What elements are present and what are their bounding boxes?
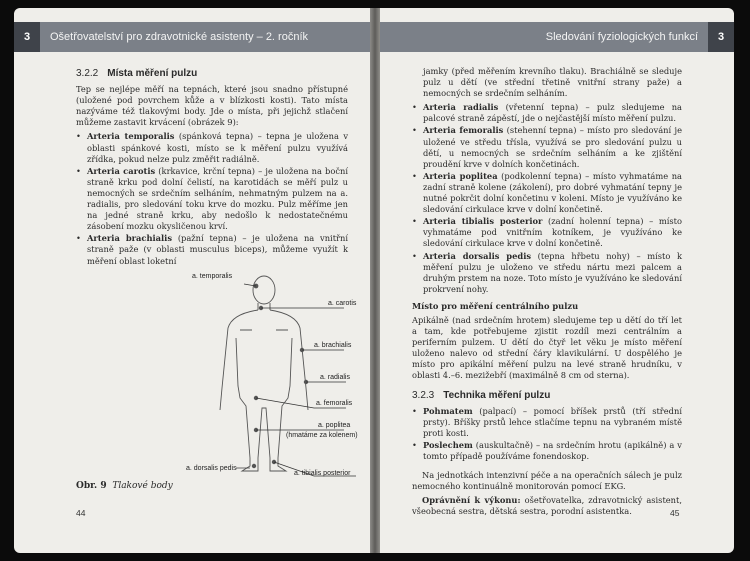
continuation-paragraph: jamky (před měřením krevního tlaku). Brachiálně se sleduje pulz u dětí (ve střední třetině vnitřní strany paže) a nemocných se srdečním selháním. <box>423 66 682 99</box>
page-number-left: 44 <box>76 508 86 518</box>
apical-paragraph: Apikálně (nad srdečním hrotem) sledujeme tep u dětí do tří let a tam, kde potřebujeme zjistit rozdíl mezi centrálním a periferním pulzem. U dětí do čtyř let věku je místo měření uloženo nalevo od střední čáry klavikulární. U dospělého je místo pro apikální měření pulzu na levé straně hrudníku, v oblasti 4.–6. mezižebří (maximálně 8 cm od sterna). <box>412 314 682 381</box>
label-temporalis: a. temporalis <box>192 273 233 280</box>
note-paragraph: Na jednotkách intenzivní péče a na operačních sálech je pulz nemocného kontinuálně monitorován pomocí EKG. <box>412 470 682 492</box>
label-poplitea-note: (hmatáme za kolenem) <box>286 432 358 439</box>
left-body-text <box>76 68 348 268</box>
label-tibialis-posterior: a. tibialis posterior <box>294 470 351 477</box>
pulse-sites-list <box>76 131 348 266</box>
left-running-header <box>14 22 370 52</box>
competence-paragraph: Oprávnění k výkonu: ošetřovatelka, zdravotnický asistent, všeobecná sestra, dětská sestra, porodní asistentka. <box>412 495 682 517</box>
section-heading: 3.2.2 Místa měření pulzu <box>76 68 198 79</box>
list-item: • Arteria carotis (krkavice, krční tepna) – je uložena na boční straně krku pod dolní čelistí, na karotidách se měří pulz u nemocných se srdečním selháním, nehmatným pulzem na a. radialis, pro sledování toku krve do mozku. Pulz měříme jen na jedné straně krku, aby nedošlo k nedostatečnému zásobení mozku okysličenou krví. <box>76 166 348 233</box>
left-page <box>14 8 370 553</box>
list-item: • Poslechem (auskultačně) – na srdečním hrotu (apikálně) a v tomto případě používáme fonendoskop. <box>412 440 682 462</box>
label-carotis: a. carotis <box>328 300 357 307</box>
label-poplitea: a. poplitea <box>318 422 351 429</box>
list-item: • Arteria tibialis posterior (zadní holenní tepna) – místo vyhmatáme pod vnitřním kotníkem, je využíváno ke sledování cirkulace krve v dolní končetině. <box>412 216 682 249</box>
label-dorsalis-pedis: a. dorsalis pedis <box>186 465 237 472</box>
label-femoralis: a. femoralis <box>316 400 353 407</box>
chapter-number-chip: 3 <box>708 22 734 52</box>
left-header-title: Ošetřovatelství pro zdravotnické asistenty – 2. ročník <box>50 31 309 43</box>
list-item: • Arteria radialis (vřetenní tepna) – pulz sledujeme na palcové straně zápěstí, jde o nejčastější místo měření pulzu. <box>412 102 682 124</box>
list-item: • Pohmatem (palpací) – pomocí bříšek prstů (tří střední prsty). Bříšky prstů lehce stlačíme tepnu na vybraném místě proti kosti. <box>412 406 682 439</box>
list-item: • Arteria dorsalis pedis (tepna hřbetu nohy) – místo k měření pulzu je uloženo ve středu nártu mezi palcem a druhým prstem na noze. Toto místo je využíváno ke sledování prokrvení nohy. <box>412 251 682 295</box>
pressure-points-figure <box>14 268 370 483</box>
right-running-header <box>380 22 734 52</box>
intro-paragraph: Tep se nejlépe měří na tepnách, které jsou snadno přístupné (uložené pod povrchem kůže a v blízkosti kosti). Tato místa nazýváme též tlakovými body. Jde o místa, při jejichž stlačení můžeme zastavit krvácení (obrázek 9): <box>76 84 348 128</box>
chapter-number-chip: 3 <box>14 22 40 52</box>
right-body-text <box>412 66 682 520</box>
list-item: • Arteria temporalis (spánková tepna) – tepna je uložena v oblasti spánkové kosti, místo se k měření pulzu využívá zřídka, pokud nelze pulz změřit radiálně. <box>76 131 348 164</box>
right-page <box>380 8 734 553</box>
section-heading: 3.2.3 Technika měření pulzu <box>412 389 551 401</box>
pulse-sites-list-continued <box>412 102 682 295</box>
technique-list <box>412 406 682 462</box>
apical-heading: Místo pro měření centrálního pulzu <box>412 300 579 311</box>
label-radialis: a. radialis <box>320 374 350 381</box>
page-number-right: 45 <box>670 508 680 518</box>
right-header-title: Sledování fyziologických funkcí <box>545 31 698 43</box>
list-item: • Arteria femoralis (stehenní tepna) – místo pro sledování je uložené ve středu třísla, využívá se pro sledování pulzu u dětí, u nemocných se srdečním selháním a ke zjištění proudění krve v dolních končetinách. <box>412 125 682 169</box>
label-brachialis: a. brachialis <box>314 342 352 349</box>
list-item: • Arteria poplitea (podkolenní tepna) – místo vyhmatáme na zadní straně kolene (zákolení), pro dobré vyhmatání tepny je nutné pokrčit dolní končetinu v koleni. Místo je využíváno ke sledování cirkulace krve v dolní končetině. <box>412 171 682 215</box>
figure-caption: Obr. 9 Tlakové body <box>76 481 173 491</box>
list-item: • Arteria brachialis (pažní tepna) – je uložena na vnitřní straně paže (v oblasti musculus biceps), můžeme využít k měření oblast loketní <box>76 233 348 266</box>
